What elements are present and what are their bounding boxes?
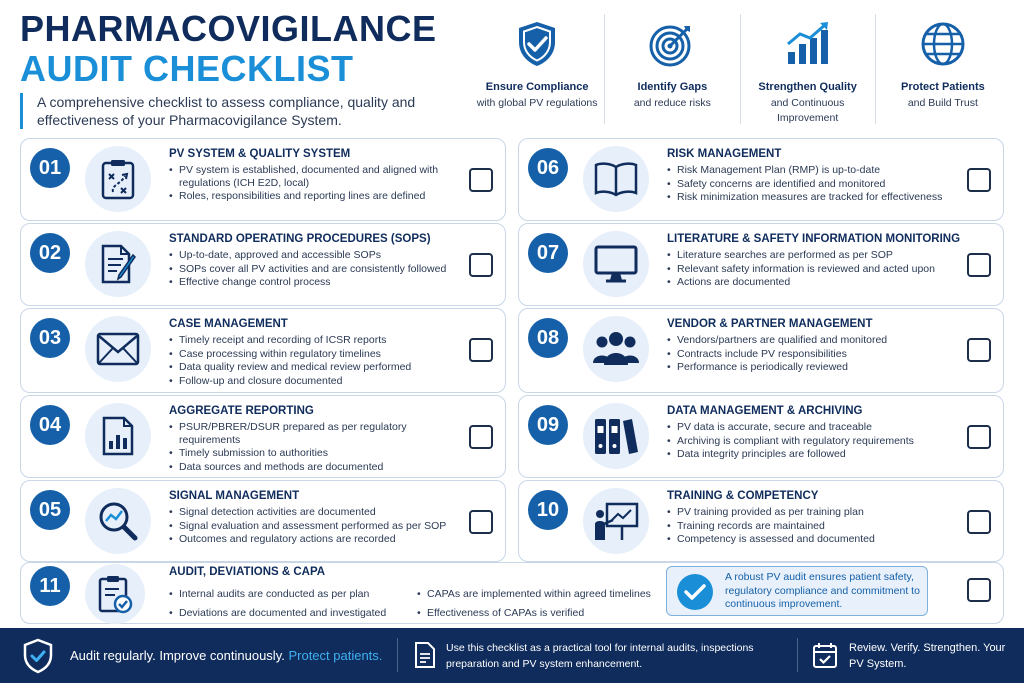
section-card-09 xyxy=(518,395,1004,478)
list-item: • Risk Management Plan (RMP) is up-to-date xyxy=(667,164,967,177)
section-title: AGGREGATE REPORTING xyxy=(169,405,314,417)
section-title: SIGNAL MANAGEMENT xyxy=(169,490,300,502)
section-card-08 xyxy=(518,308,1004,393)
subtitle-block xyxy=(20,93,420,129)
section-items-left xyxy=(169,585,409,619)
shield-check-icon xyxy=(22,638,54,679)
checkbox[interactable] xyxy=(967,578,991,602)
list-item: • Data integrity principles are followed xyxy=(667,448,967,461)
list-item: • Competency is assessed and documented xyxy=(667,533,967,546)
section-items xyxy=(667,505,967,546)
section-card-06 xyxy=(518,138,1004,221)
benefit-subtitle: and Build Trust xyxy=(907,97,978,109)
section-title: LITERATURE & SAFETY INFORMATION MONITORING xyxy=(667,233,961,245)
list-item: • Effectiveness of CAPAs is verified xyxy=(417,607,667,620)
section-title: CASE MANAGEMENT xyxy=(169,318,288,330)
list-item: • PV training provided as per training plan xyxy=(667,506,967,519)
list-item: • Up-to-date, approved and accessible SOPs xyxy=(169,249,469,262)
section-items xyxy=(169,163,469,203)
team-icon xyxy=(583,316,649,382)
list-item: • Data quality review and medical review performed xyxy=(169,361,469,374)
checkbox[interactable] xyxy=(469,253,493,277)
check-circle-icon xyxy=(677,574,713,610)
benefit-patients xyxy=(875,14,1010,124)
section-items-right xyxy=(417,585,667,619)
checkbox[interactable] xyxy=(967,425,991,449)
benefit-title: Ensure Compliance xyxy=(485,81,589,93)
section-title: TRAINING & COMPETENCY xyxy=(667,490,819,502)
checkbox[interactable] xyxy=(469,338,493,362)
list-item: • Contracts include PV responsibilities xyxy=(667,348,967,361)
list-item: • Literature searches are performed as per SOP xyxy=(667,249,967,262)
page-title-line2: AUDIT CHECKLIST xyxy=(20,48,354,89)
magnifier-trend-icon xyxy=(85,488,151,554)
section-number: 07 xyxy=(528,233,568,273)
list-item: • Safety concerns are identified and monitored xyxy=(667,178,967,191)
page-title-line1: PHARMACOVIGILANCE xyxy=(20,8,437,49)
section-number: 05 xyxy=(30,490,70,530)
calendar-check-icon xyxy=(812,641,838,674)
benefit-title: Strengthen Quality xyxy=(758,81,857,93)
list-item: • Timely submission to authorities xyxy=(169,447,469,460)
slogan-highlight: Protect patients. xyxy=(288,648,383,663)
shield-check-icon xyxy=(470,20,604,68)
monitor-icon xyxy=(583,231,649,297)
section-card-04 xyxy=(20,395,506,478)
list-item: • Vendors/partners are qualified and monitored xyxy=(667,334,967,347)
benefit-subtitle: and Continuous Improvement xyxy=(770,97,845,124)
section-title: VENDOR & PARTNER MANAGEMENT xyxy=(667,318,873,330)
checkbox[interactable] xyxy=(967,253,991,277)
section-title: STANDARD OPERATING PROCEDURES (SOPS) xyxy=(169,233,431,245)
list-item: • Data sources and methods are documented xyxy=(169,461,469,474)
list-item: • Follow-up and closure documented xyxy=(169,375,469,388)
list-item: • PV system is established, documented and aligned with regulations (ICH E2D, local) xyxy=(169,164,469,189)
list-item: • Signal detection activities are documented xyxy=(169,506,469,519)
section-title: DATA MANAGEMENT & ARCHIVING xyxy=(667,405,863,417)
footer-note: Use this checklist as a practical tool for internal audits, inspections preparation and PV system enhancement. xyxy=(446,642,754,670)
list-item: • PV data is accurate, secure and traceable xyxy=(667,421,967,434)
section-title: RISK MANAGEMENT xyxy=(667,148,782,160)
section-items xyxy=(667,333,967,374)
section-number: 01 xyxy=(30,148,70,188)
section-card-10 xyxy=(518,480,1004,562)
bar-chart-growth-icon xyxy=(741,20,875,68)
benefit-title: Identify Gaps xyxy=(637,81,708,93)
list-item: • Roles, responsibilities and reporting lines are defined xyxy=(169,190,469,203)
section-title: AUDIT, DEVIATIONS & CAPA xyxy=(169,566,326,578)
list-item: • Deviations are documented and investigated xyxy=(169,607,409,620)
benefit-gaps xyxy=(604,14,739,124)
section-card-07 xyxy=(518,223,1004,306)
benefit-quality xyxy=(740,14,875,124)
list-item: • Internal audits are conducted as per plan xyxy=(169,588,409,601)
section-card-02 xyxy=(20,223,506,306)
checkbox[interactable] xyxy=(469,168,493,192)
list-item: • Actions are documented xyxy=(667,276,967,289)
clipboard-check-icon xyxy=(85,564,145,624)
presentation-icon xyxy=(583,488,649,554)
section-number: 08 xyxy=(528,318,568,358)
list-item: • Risk minimization measures are tracked for effectiveness xyxy=(667,191,967,204)
footer-slogan xyxy=(70,648,382,663)
envelope-icon xyxy=(85,316,151,382)
slogan-main: Audit regularly. Improve continuously. xyxy=(70,648,285,663)
divider xyxy=(397,638,398,672)
open-book-icon xyxy=(583,146,649,212)
list-item: • Signal evaluation and assessment performed as per SOP xyxy=(169,520,469,533)
section-number: 09 xyxy=(528,405,568,445)
benefits-row xyxy=(470,14,1010,124)
list-item: • Performance is periodically reviewed xyxy=(667,361,967,374)
list-item: • Training records are maintained xyxy=(667,520,967,533)
list-item: • Case processing within regulatory timelines xyxy=(169,348,469,361)
section-title: PV SYSTEM & QUALITY SYSTEM xyxy=(169,148,351,160)
footer-bar xyxy=(0,628,1024,683)
benefit-subtitle: with global PV regulations xyxy=(476,97,598,109)
section-items xyxy=(667,248,967,289)
checkbox[interactable] xyxy=(967,338,991,362)
binders-icon xyxy=(583,403,649,469)
benefit-subtitle: and reduce risks xyxy=(633,97,711,109)
section-items xyxy=(169,420,469,473)
section-number: 06 xyxy=(528,148,568,188)
checkbox[interactable] xyxy=(967,510,991,534)
document-pen-icon xyxy=(85,231,151,297)
globe-icon xyxy=(876,20,1010,68)
checkbox[interactable] xyxy=(469,425,493,449)
list-item: • Effective change control process xyxy=(169,276,469,289)
divider xyxy=(797,638,798,672)
section-card-01 xyxy=(20,138,506,221)
footer-closing: Review. Verify. Strengthen. Your PV System. xyxy=(849,642,1006,670)
benefit-title: Protect Patients xyxy=(901,81,985,93)
section-items xyxy=(169,248,469,289)
section-number: 10 xyxy=(528,490,568,530)
page-subtitle: A comprehensive checklist to assess compliance, quality and effectiveness of your Pharmacovigilance System. xyxy=(37,94,416,128)
section-number: 04 xyxy=(30,405,70,445)
audit-summary-banner xyxy=(666,566,928,616)
list-item: • CAPAs are implemented within agreed timelines xyxy=(417,588,667,601)
list-item: • Outcomes and regulatory actions are recorded xyxy=(169,533,469,546)
target-icon xyxy=(605,20,739,68)
section-card-05 xyxy=(20,480,506,562)
benefit-compliance xyxy=(470,14,604,124)
list-item: • Timely receipt and recording of ICSR reports xyxy=(169,334,469,347)
section-items xyxy=(667,163,967,204)
section-number: 02 xyxy=(30,233,70,273)
banner-text: A robust PV audit ensures patient safety, regulatory compliance and commitment to continuous improvement. xyxy=(725,571,920,610)
strategy-clipboard-icon xyxy=(85,146,151,212)
section-items xyxy=(169,333,469,387)
section-items xyxy=(169,505,469,546)
section-items xyxy=(667,420,967,461)
checkbox[interactable] xyxy=(967,168,991,192)
list-item: • PSUR/PBRER/DSUR prepared as per regulatory requirements xyxy=(169,421,469,446)
list-item: • Relevant safety information is reviewed and acted upon xyxy=(667,263,967,276)
section-number: 03 xyxy=(30,318,70,358)
document-icon xyxy=(414,641,436,674)
report-chart-icon xyxy=(85,403,151,469)
section-number: 11 xyxy=(30,566,70,606)
section-card-03 xyxy=(20,308,506,393)
list-item: • SOPs cover all PV activities and are consistently followed xyxy=(169,263,469,276)
checkbox[interactable] xyxy=(469,510,493,534)
list-item: • Archiving is compliant with regulatory requirements xyxy=(667,435,967,448)
